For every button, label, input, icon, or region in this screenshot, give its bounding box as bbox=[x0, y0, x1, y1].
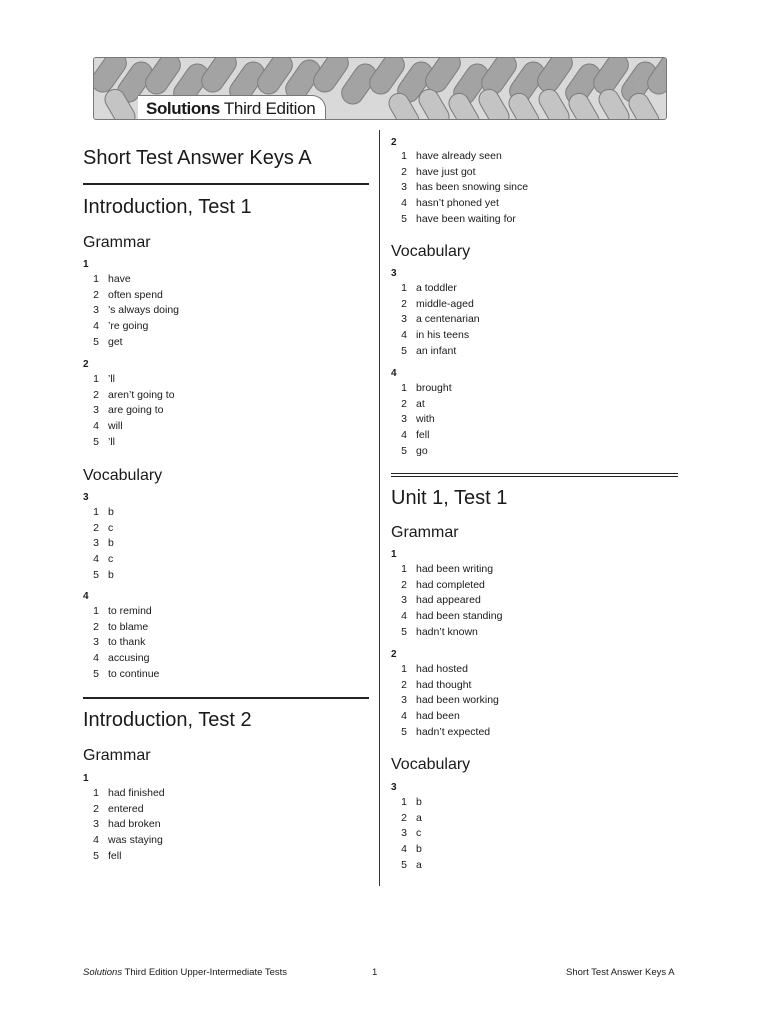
answer-item: 5 to continue bbox=[89, 667, 159, 683]
answer-text: a bbox=[416, 858, 422, 871]
answer-item: 3 ’s always doing bbox=[89, 303, 179, 319]
exercise-number: 1 bbox=[83, 773, 89, 784]
answer-list bbox=[89, 786, 165, 864]
answer-item: 4 hasn’t phoned yet bbox=[397, 196, 528, 212]
answer-item: 3 had broken bbox=[89, 817, 165, 833]
exercise-number: 3 bbox=[391, 782, 397, 793]
answer-item: 1 b bbox=[397, 795, 422, 811]
answer-item: 5 hadn’t known bbox=[397, 625, 502, 641]
answer-text: ’s always doing bbox=[108, 304, 180, 317]
subheading-vocabulary: Vocabulary bbox=[83, 467, 163, 484]
answer-text: at bbox=[416, 397, 425, 410]
footer-series-italic: Solutions bbox=[83, 967, 123, 978]
answer-text: b bbox=[416, 843, 422, 856]
answer-text: have been waiting for bbox=[416, 212, 516, 225]
answer-text: have bbox=[108, 273, 131, 285]
section-title-intro-test-2: Introduction, Test 2 bbox=[83, 709, 252, 731]
answer-item: 1 have bbox=[89, 272, 179, 288]
answer-text: b bbox=[416, 796, 422, 808]
answer-item: 3 with bbox=[397, 412, 452, 428]
answer-text: has been snowing since bbox=[416, 181, 529, 194]
answer-item: 1 ’ll bbox=[89, 372, 175, 388]
answer-item: 4 had been standing bbox=[397, 609, 502, 625]
answer-item: 5 a bbox=[397, 858, 422, 874]
page-number: 1 bbox=[372, 967, 378, 978]
answer-text: go bbox=[416, 444, 428, 457]
answer-list bbox=[89, 272, 179, 350]
answer-text: entered bbox=[108, 802, 144, 815]
answer-item: 4 b bbox=[397, 842, 422, 858]
answer-text: to blame bbox=[108, 620, 149, 633]
answer-text: b bbox=[108, 568, 114, 581]
answer-item: 3 c bbox=[397, 826, 422, 842]
section-title-intro-test-1: Introduction, Test 1 bbox=[83, 196, 252, 218]
answer-item: 4 c bbox=[89, 552, 114, 568]
answer-list bbox=[397, 662, 499, 740]
answer-text: often spend bbox=[108, 288, 163, 301]
answer-item: 5 get bbox=[89, 335, 179, 351]
answer-item: 3 has been snowing since bbox=[397, 180, 528, 196]
answer-item: 2 had completed bbox=[397, 578, 502, 594]
answer-item: 5 hadn’t expected bbox=[397, 725, 499, 741]
brand-name: Solutions bbox=[146, 98, 220, 118]
answer-item: 5 ’ll bbox=[89, 435, 175, 451]
answer-item: 2 to blame bbox=[89, 620, 159, 636]
answer-item: 3 a centenarian bbox=[397, 312, 480, 328]
answer-text: brought bbox=[416, 382, 452, 394]
answer-text: c bbox=[108, 521, 114, 534]
title-rule bbox=[83, 183, 369, 185]
column-divider bbox=[379, 130, 380, 886]
section-rule bbox=[391, 473, 678, 477]
answer-item: 3 had appeared bbox=[397, 593, 502, 609]
footer-series bbox=[83, 967, 287, 978]
answer-item: 1 b bbox=[89, 505, 114, 521]
answer-text: c bbox=[416, 827, 422, 840]
answer-text: in his teens bbox=[416, 329, 470, 342]
answer-text: had thought bbox=[416, 678, 472, 691]
answer-item: 3 had been working bbox=[397, 693, 499, 709]
answer-text: to remind bbox=[108, 605, 152, 617]
answer-text: aren’t going to bbox=[108, 388, 175, 401]
answer-item: 2 a bbox=[397, 811, 422, 827]
answer-item: 1 brought bbox=[397, 381, 452, 397]
subheading-grammar: Grammar bbox=[83, 747, 151, 764]
exercise-number: 4 bbox=[391, 368, 397, 379]
answer-text: a toddler bbox=[416, 282, 457, 294]
answer-text: middle-aged bbox=[416, 297, 474, 310]
answer-text: a centenarian bbox=[416, 313, 480, 326]
answer-text: b bbox=[108, 506, 114, 518]
header-banner bbox=[93, 57, 667, 120]
exercise-number: 3 bbox=[83, 492, 89, 503]
answer-item: 3 to thank bbox=[89, 635, 159, 651]
answer-list bbox=[397, 149, 528, 227]
answer-item: 5 an infant bbox=[397, 344, 480, 360]
answer-text: an infant bbox=[416, 344, 457, 357]
answer-item: 4 had been bbox=[397, 709, 499, 725]
answer-text: fell bbox=[416, 429, 430, 442]
answer-item: 5 go bbox=[397, 444, 452, 460]
answer-item: 2 aren’t going to bbox=[89, 388, 175, 404]
section-rule bbox=[83, 697, 369, 699]
answer-list bbox=[89, 505, 114, 583]
answer-item: 2 often spend bbox=[89, 288, 179, 304]
answer-text: with bbox=[416, 413, 435, 426]
answer-list bbox=[89, 372, 175, 450]
answer-item: 4 was staying bbox=[89, 833, 165, 849]
answer-text: fell bbox=[108, 849, 122, 862]
answer-text: to continue bbox=[108, 667, 160, 680]
answer-text: c bbox=[108, 553, 114, 566]
answer-text: had been working bbox=[416, 694, 499, 707]
answer-text: a bbox=[416, 811, 422, 824]
answer-item: 1 had finished bbox=[89, 786, 165, 802]
answer-text: had been bbox=[416, 710, 460, 723]
subheading-vocabulary: Vocabulary bbox=[391, 756, 471, 773]
answer-text: will bbox=[108, 420, 123, 433]
answer-item: 4 will bbox=[89, 419, 175, 435]
answer-item: 1 had hosted bbox=[397, 662, 499, 678]
subheading-grammar: Grammar bbox=[391, 524, 459, 541]
answer-item: 1 had been writing bbox=[397, 562, 502, 578]
answer-item: 2 entered bbox=[89, 802, 165, 818]
answer-list bbox=[397, 795, 422, 873]
footer-right-label: Short Test Answer Keys A bbox=[566, 967, 675, 978]
answer-item: 2 middle-aged bbox=[397, 297, 480, 313]
exercise-number: 4 bbox=[83, 591, 89, 602]
exercise-number: 2 bbox=[391, 649, 397, 660]
answer-text: accusing bbox=[108, 652, 150, 665]
answer-list bbox=[397, 281, 480, 359]
brand-edition: Third Edition bbox=[223, 98, 316, 118]
answer-text: had been standing bbox=[416, 610, 503, 623]
answer-text: had been writing bbox=[416, 563, 494, 575]
answer-text: to thank bbox=[108, 636, 146, 649]
answer-text: ’ll bbox=[108, 435, 115, 448]
answer-item: 2 have just got bbox=[397, 165, 528, 181]
answer-text: hadn’t known bbox=[416, 625, 478, 638]
answer-item: 1 have already seen bbox=[397, 149, 528, 165]
answer-item: 5 have been waiting for bbox=[397, 212, 528, 228]
answer-text: had broken bbox=[108, 818, 161, 831]
subheading-vocabulary: Vocabulary bbox=[391, 243, 471, 260]
answer-item: 4 ’re going bbox=[89, 319, 179, 335]
exercise-number: 3 bbox=[391, 268, 397, 279]
answer-text: hadn’t expected bbox=[416, 725, 491, 738]
answer-item: 5 b bbox=[89, 568, 114, 584]
answer-text: ’ll bbox=[108, 373, 115, 385]
answer-text: had hosted bbox=[416, 663, 468, 675]
page-title: Short Test Answer Keys A bbox=[83, 147, 312, 169]
answer-list bbox=[89, 604, 159, 682]
brand-label bbox=[138, 95, 326, 120]
answer-item: 4 accusing bbox=[89, 651, 159, 667]
answer-list bbox=[397, 562, 502, 640]
answer-text: are going to bbox=[108, 404, 164, 417]
answer-text: had finished bbox=[108, 787, 165, 799]
answer-text: was staying bbox=[108, 834, 163, 847]
exercise-number: 2 bbox=[391, 137, 397, 148]
answer-item: 2 c bbox=[89, 521, 114, 537]
footer-series-rest: Third Edition Upper-Intermediate Tests bbox=[124, 967, 288, 978]
answer-text: had appeared bbox=[416, 594, 481, 607]
answer-item: 3 are going to bbox=[89, 403, 175, 419]
answer-item: 2 had thought bbox=[397, 678, 499, 694]
answer-text: have just got bbox=[416, 165, 476, 178]
answer-text: get bbox=[108, 335, 123, 348]
answer-text: b bbox=[108, 537, 114, 550]
answer-item: 4 fell bbox=[397, 428, 452, 444]
exercise-number: 1 bbox=[391, 549, 397, 560]
answer-item: 1 a toddler bbox=[397, 281, 480, 297]
answer-list bbox=[397, 381, 452, 459]
answer-item: 1 to remind bbox=[89, 604, 159, 620]
section-title-unit-1-test-1: Unit 1, Test 1 bbox=[391, 487, 508, 509]
answer-item: 3 b bbox=[89, 536, 114, 552]
answer-item: 4 in his teens bbox=[397, 328, 480, 344]
answer-text: hasn’t phoned yet bbox=[416, 197, 499, 210]
exercise-number: 2 bbox=[83, 359, 89, 370]
exercise-number: 1 bbox=[83, 259, 89, 270]
answer-text: ’re going bbox=[108, 320, 149, 333]
answer-text: had completed bbox=[416, 578, 485, 591]
answer-item: 2 at bbox=[397, 397, 452, 413]
subheading-grammar: Grammar bbox=[83, 234, 151, 251]
answer-item: 5 fell bbox=[89, 849, 165, 865]
answer-text: have already seen bbox=[416, 150, 502, 162]
